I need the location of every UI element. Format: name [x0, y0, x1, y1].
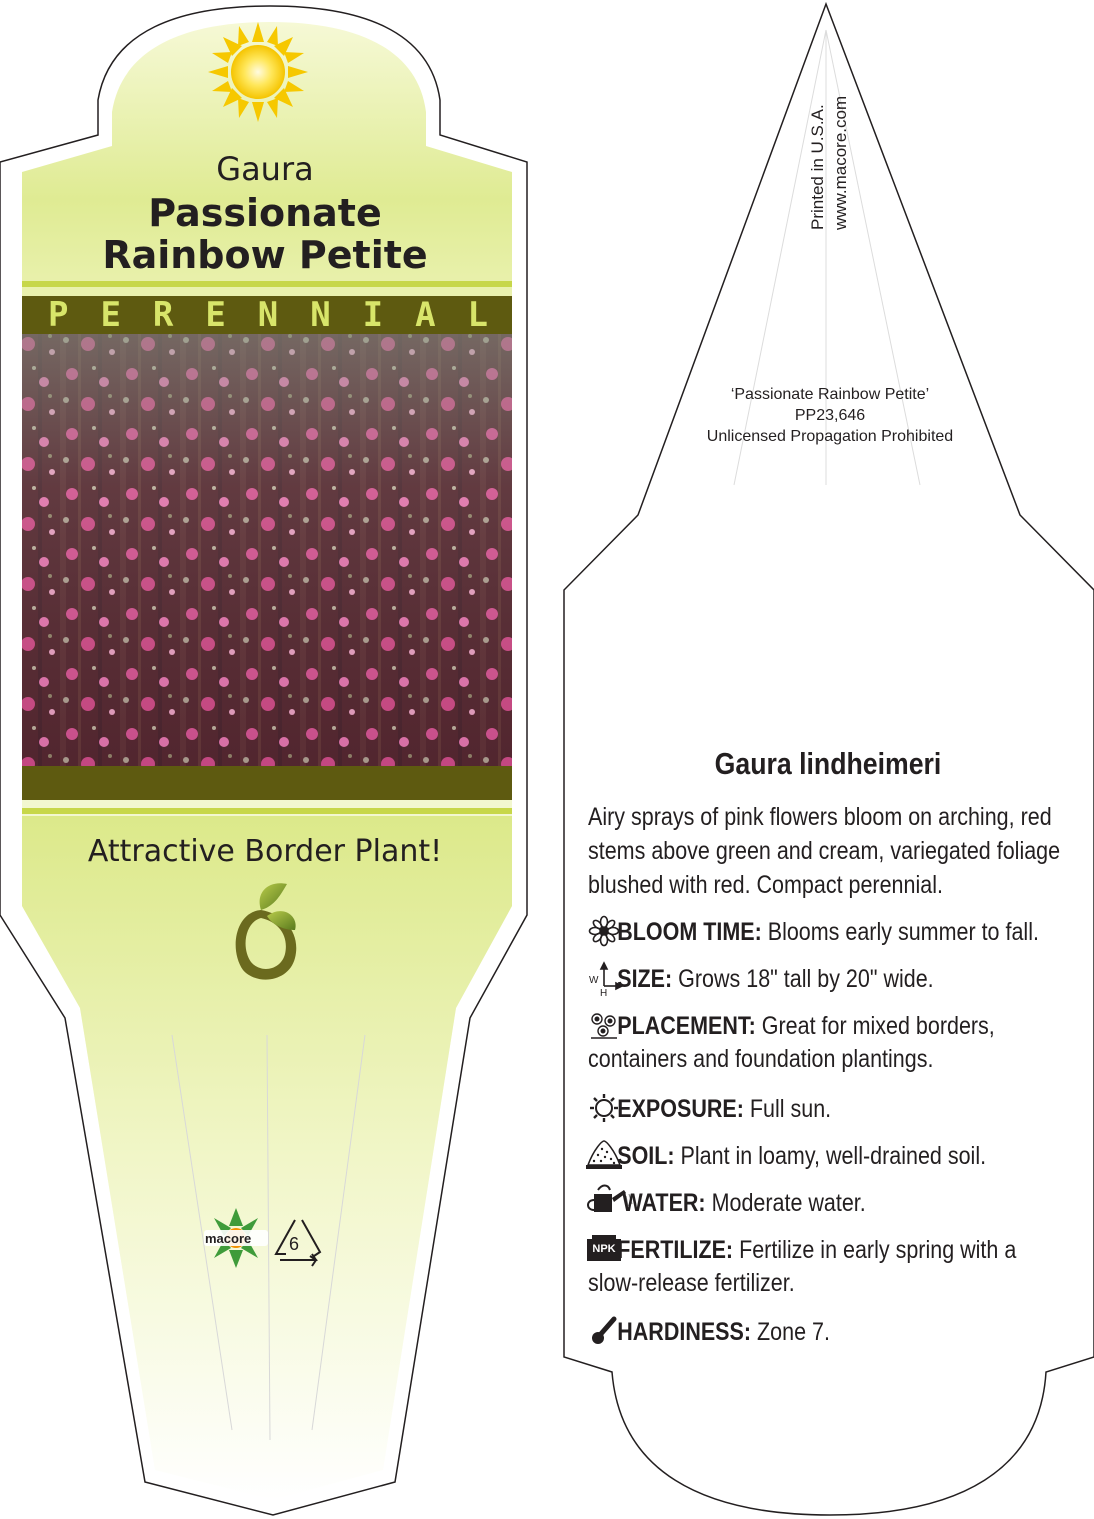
- band-letter: A: [415, 295, 436, 335]
- attr-label: BLOOM TIME:: [617, 918, 762, 946]
- band-letter: E: [100, 295, 121, 335]
- sun-icon: [208, 22, 308, 122]
- printed-in-usa: Printed in U.S.A.: [808, 104, 827, 230]
- attr-label: HARDINESS:: [617, 1318, 752, 1346]
- attr-text-cont: slow-release fertilizer.: [588, 1269, 795, 1297]
- attr-water: [588, 1187, 866, 1220]
- variety-info: [640, 384, 1020, 447]
- attr-text: Zone 7.: [757, 1318, 830, 1346]
- attr-text: Plant in loamy, well-drained soil.: [680, 1142, 987, 1170]
- genus-name: Gaura: [216, 150, 314, 188]
- attr-soil: [588, 1140, 986, 1173]
- attr-label: WATER:: [622, 1189, 706, 1217]
- attr-text: Grows 18" tall by 20" wide.: [678, 965, 934, 993]
- description-line: blushed with red. Compact perennial.: [588, 871, 943, 899]
- band-letter: P: [48, 295, 69, 335]
- attr-text: Moderate water.: [711, 1189, 866, 1217]
- band-letter: R: [152, 295, 174, 335]
- variety-name: ‘Passionate Rainbow Petite’: [730, 386, 930, 403]
- attr-bloom-time: [588, 916, 1039, 949]
- attr-text: Fertilize in early spring with a: [739, 1236, 1017, 1264]
- attr-text: Blooms early summer to fall.: [767, 918, 1039, 946]
- website: www.macore.com: [831, 95, 850, 230]
- cultivar-line-2: Rainbow Petite: [102, 233, 428, 277]
- attr-exposure: [588, 1093, 831, 1126]
- size-icon-w: W: [589, 975, 599, 986]
- macore-brand-text: macore: [205, 1231, 252, 1246]
- attr-label: EXPOSURE:: [617, 1095, 744, 1123]
- attr-hardiness: [588, 1316, 830, 1349]
- size-icon-h: H: [600, 988, 608, 999]
- band-letter: L: [467, 295, 488, 335]
- propagation-notice: Unlicensed Propagation Prohibited: [706, 428, 954, 445]
- lower-band: [22, 766, 512, 800]
- cultivar-line-1: Passionate: [148, 191, 382, 235]
- cultivar-name: [20, 192, 510, 276]
- attr-label: SOIL:: [617, 1142, 675, 1170]
- attr-label: FERTILIZE:: [617, 1236, 734, 1264]
- band-letter: E: [205, 295, 226, 335]
- attr-placement: [588, 1010, 995, 1076]
- description-line: Airy sprays of pink flowers bloom on arching, red: [588, 803, 1052, 831]
- perennial-label: [48, 296, 488, 334]
- patent-number: PP23,646: [794, 407, 866, 424]
- attr-size: [588, 963, 934, 996]
- band-letter: N: [257, 295, 279, 335]
- band-letter: I: [362, 295, 384, 335]
- attr-fertilize: [588, 1234, 1016, 1300]
- species-name: Gaura lindheimeri: [714, 746, 942, 781]
- npk-icon-text: NPK: [592, 1243, 616, 1255]
- recycle-code: 6: [289, 1234, 300, 1254]
- description: [588, 800, 1061, 902]
- attr-text-cont: containers and foundation plantings.: [588, 1045, 934, 1073]
- attr-text: Great for mixed borders,: [761, 1012, 995, 1040]
- attr-text: Full sun.: [749, 1095, 832, 1123]
- attr-label: SIZE:: [617, 965, 673, 993]
- band-letter: N: [310, 295, 331, 335]
- attr-label: PLACEMENT:: [617, 1012, 756, 1040]
- tagline: Attractive Border Plant!: [87, 834, 443, 869]
- description-line: stems above green and cream, variegated foliage: [588, 837, 1061, 865]
